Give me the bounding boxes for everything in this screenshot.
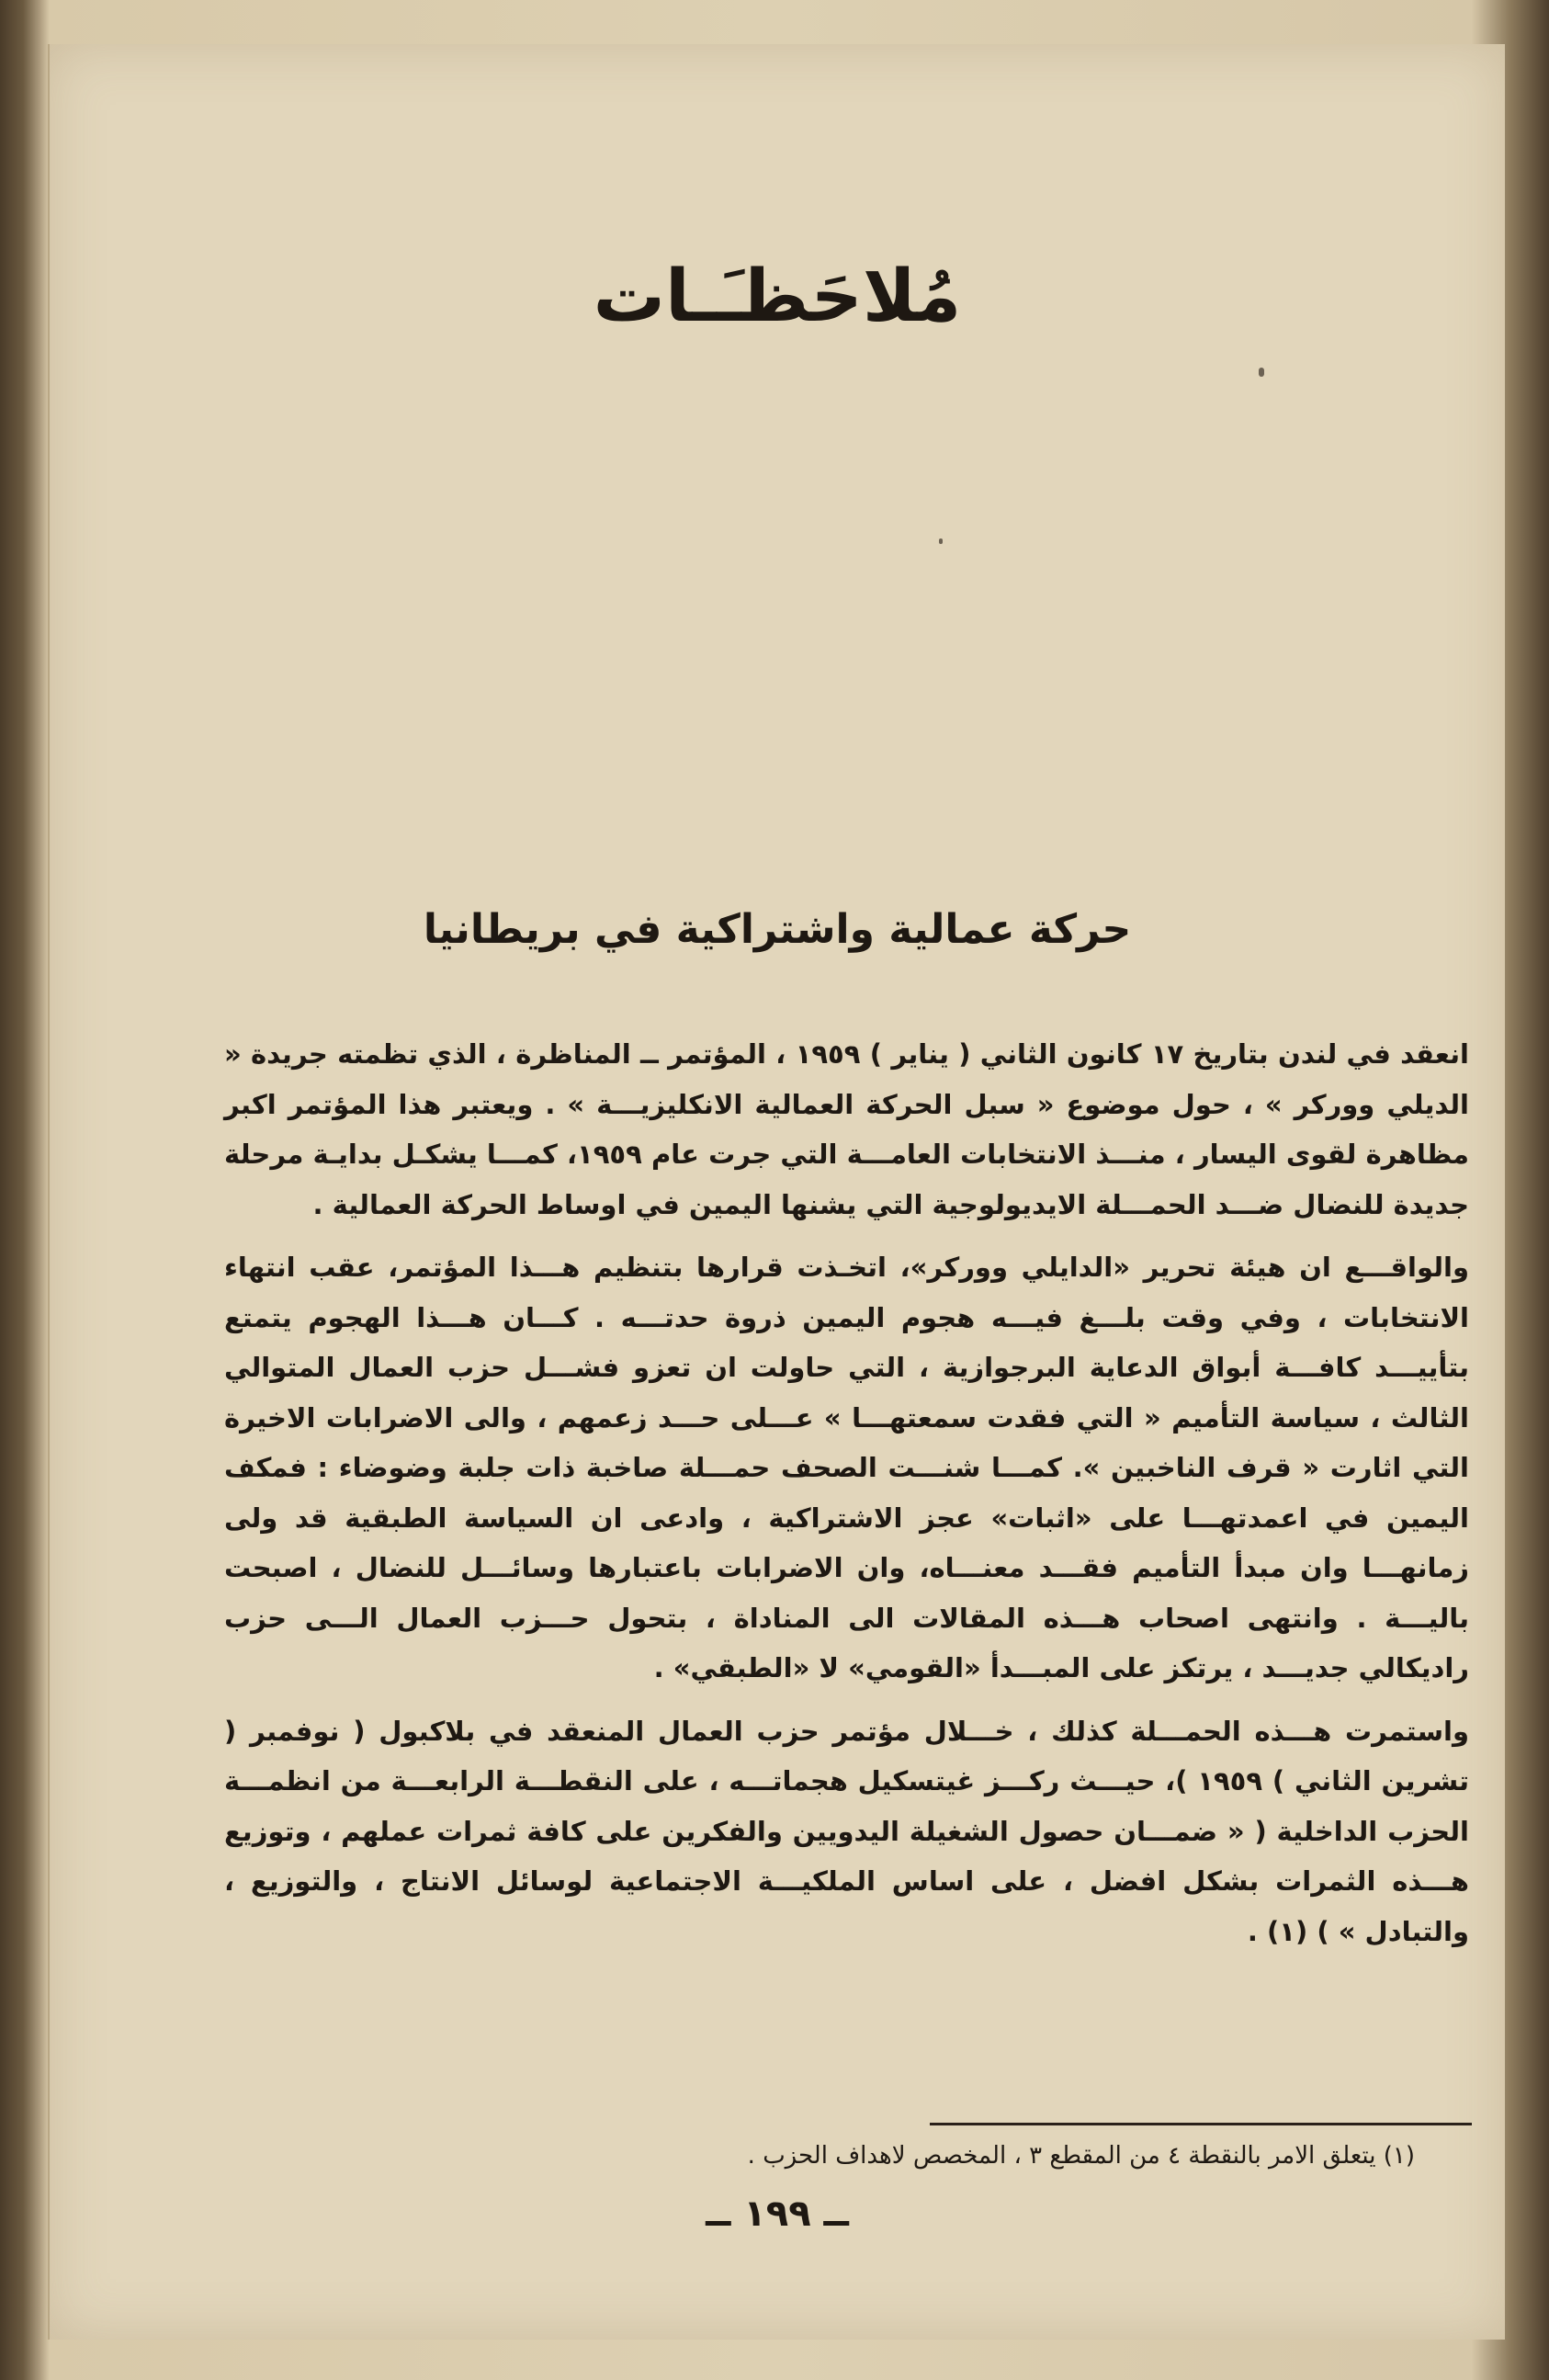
section-heading: حركة عمالية واشتراكية في بريطانيا	[423, 906, 1132, 953]
paragraph-1: انعقد في لندن بتاريخ ١٧ كانون الثاني ( يناير ) ١٩٥٩ ، المؤتمر ــ المناظرة ، الذي تظمته جريدة « الديلي ووركر » ، حول موضوع « سبل الحركة العمالية الانكليزيـــة » . ويعتبر هذا المؤتمر اكبر مظاهرة لقوى اليسار ، منـــذ الانتخابات العامـــة التي جرت عام ١٩٥٩، كمـــا يشكـل بدايـة مرحلة جديدة للنضال ضـــد الحمـــلة الايديولوجية التي يشنها اليمين في اوساط الحركة العمالية .	[224, 1038, 1470, 1220]
book-page	[48, 44, 1505, 2340]
page-header-title: مُلاحَظـَـات	[593, 255, 962, 338]
article-body	[224, 1029, 1469, 1969]
ink-speck	[1259, 368, 1264, 377]
page-number: ــ ١٩٩ ــ	[706, 2193, 849, 2235]
paragraph-3: واستمرت هـــذه الحمـــلة كذلك ، خـــلال مؤتمر حزب العمال المنعقد في بلاكبول ( نوفمبر ( تشرين الثاني ) ١٩٥٩ )، حيـــث ركـــز غيتسكيل هجماتـــه ، على النقطـــة الرابعـــة من انظمـــة الحزب الداخلية ( « ضمـــان حصول الشغيلة اليدويين والفكرين على كافة ثمرات عملهم ، وتوزيع هـــذه الثمرات بشكل افضل ، على اساس الملكيـــة الاجتماعية لوسائل الانتاج ، والتوزيع ، والتبادل » ) (١) .	[224, 1715, 1469, 1947]
paragraph-2: والواقـــع ان هيئة تحرير «الدايلي ووركر»، اتخـذت قرارها بتنظيم هـــذا المؤتمر، عقب انتهاء الانتخابات ، وفي وقت بلـــغ فيـــه هجوم اليمين ذروة حدتـــه . كـــان هـــذا الهجوم يتمتع بتأييـــد كافـــة أبواق الدعاية البرجوازية ، التي حاولت ان تعزو فشـــل حزب العمال المتوالي الثالث ، سياسة التأميم « التي فقدت سمعتهـــا » عـــلى حـــد زعمهم ، والى الاضرابات الاخيرة التي اثارت « قرف الناخبين ». كمـــا شنـــت الصحف حمـــلة صاخبة ذات جلبة وضوضاء : فمكف اليمين في اعمدتهـــا على «اثبات» عجز الاشتراكية ، وادعى ان السياسة الطبقية قد ولى زمانهـــا وان مبدأ التأميم فقـــد معنـــاه، وان الاضرابات باعتبارها وسائـــل للنضال ، اصبحت باليـــة . وانتهى اصحاب هـــذه المقالات الى المناداة ، بتحول حـــزب العمال الـــى حزب راديكالي جديـــد ، يرتكز على المبـــدأ «القومي» لا «الطبقي» .	[224, 1252, 1469, 1683]
ink-speck	[939, 538, 943, 544]
footnote-divider	[930, 2123, 1472, 2125]
footnote: (١) يتعلق الامر بالنقطة ٤ من المقطع ٣ ، المخصص لاهداف الحزب .	[747, 2142, 1415, 2170]
